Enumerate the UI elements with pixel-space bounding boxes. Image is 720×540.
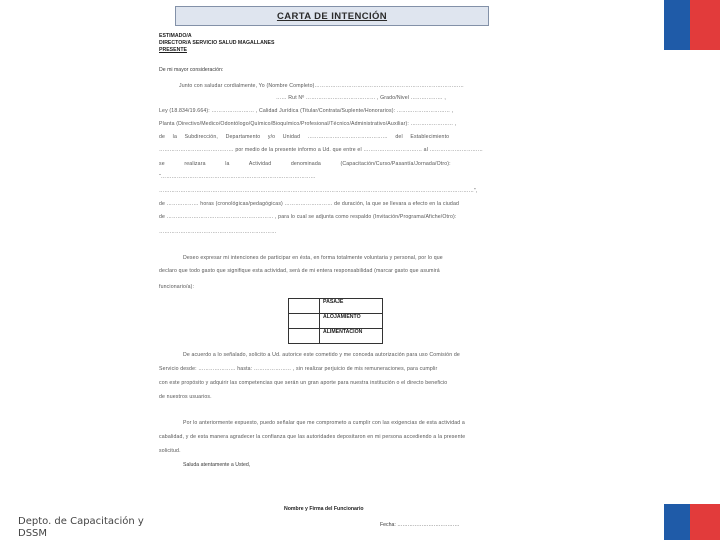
body-line: Servicio desde: ………………… hasta: ………………… , sin realizar perjuicio de mis remuneraciones, para cumplir xyxy=(159,366,438,372)
flag-red-band xyxy=(690,0,720,50)
body-line: …… Rut Nº ………………………………… , Grado/Nivel ……………… , xyxy=(276,95,446,101)
body-line: se realizara la Actividad denominada (Capacitación/Curso/Pasantía/Jornada/Otro): xyxy=(159,161,451,167)
body-line: funcionario/a): xyxy=(159,284,195,290)
body-line: De mi mayor consideración: xyxy=(159,67,224,73)
expense-label: PASAJE xyxy=(320,299,383,314)
chile-flag-stripe-top xyxy=(664,0,720,50)
body-line: ……………………………………………………………………………………………………………………………………………………………”, xyxy=(159,188,478,194)
body-line: solicitud. xyxy=(159,448,181,454)
body-line: De acuerdo a lo señalado, solicito a Ud. autorice este cometido y me conceda autorización para uso Comisión de xyxy=(183,352,460,358)
body-line: con este propósito y adquirir las competencias que serán un gran aporte para nuestra institución o el directo beneficio xyxy=(159,380,448,386)
body-line: de la Subdirección, Departamento y/o Unidad ……………………………………… del Establecimiento xyxy=(159,134,450,140)
salutation-line: ESTIMADO/A xyxy=(159,33,192,39)
expense-table xyxy=(288,298,383,344)
table-row xyxy=(289,299,383,314)
checkbox-cell[interactable] xyxy=(289,299,320,314)
body-line: Por lo anteriormente expuesto, puedo señalar que me comprometo a cumplir con las exigencias de esta actividad a xyxy=(183,420,465,426)
expense-label: ALOJAMIENTO xyxy=(320,314,383,329)
footer-line: DSSM xyxy=(18,528,48,539)
body-line: de ……………… horas (cronológicas/pedagógicas) ……………………… de duración, la que se llevara a efecto en la ciudad xyxy=(159,201,460,207)
footer-department xyxy=(18,516,144,540)
body-line: Deseo expresar mi intenciones de participar en ésta, en forma totalmente voluntaria y personal, por lo que xyxy=(183,255,443,261)
expense-label: ALIMENTACION xyxy=(320,329,383,344)
flag-blue-band xyxy=(664,504,690,540)
table-row xyxy=(289,329,383,344)
signature-label: Nombre y Firma del Funcionario xyxy=(284,506,364,512)
salutation-line: DIRECTOR/A SERVICIO SALUD MAGALLANES xyxy=(159,40,275,46)
body-line: Ley (18.834/19.664): …………………… , Calidad Jurídica (Titular/Contrata/Suplente/Honorarios): ………………………… , xyxy=(159,108,454,114)
body-line: ………………………………………………………… xyxy=(159,229,277,235)
body-line: Junto con saludar cordialmente, Yo (Nombre Completo)………………………………………………………………………… xyxy=(179,83,464,89)
footer-line: Depto. de Capacitación y xyxy=(18,516,144,527)
closing-line: Saluda atentamente a Usted, xyxy=(183,462,251,468)
date-line: Fecha: ……………………………… xyxy=(380,522,460,528)
flag-blue-band xyxy=(664,0,690,50)
body-line: Planta (Directivo/Medico/Odontólogo/Químico/Bioquímico/Profesional/Técnico/Administrativo/Auxiliar): …………………… , xyxy=(159,121,457,127)
body-line: de …………………………………………………… , para lo cual se adjunta como respaldo (Invitación/Programa/Afiche/Otro): xyxy=(159,214,457,220)
letter-title-bar xyxy=(175,6,489,26)
body-line: …………………………………… por medio de la presente informo a Ud. que entre el …………………………… al ………………………… xyxy=(159,147,483,153)
checkbox-cell[interactable] xyxy=(289,329,320,344)
flag-red-band xyxy=(690,504,720,540)
body-line: de nuestros usuarios. xyxy=(159,394,212,400)
body-line: declaro que todo gasto que signifique esta actividad, será de mi entera responsabilidad (marcar gasto que asumirá xyxy=(159,268,440,274)
letter-title: CARTA DE INTENCIÓN xyxy=(276,10,388,22)
chile-flag-stripe-bottom xyxy=(664,504,720,540)
salutation-line: PRESENTE xyxy=(159,47,187,53)
body-line: “…………………………………………………………………………… xyxy=(159,174,316,180)
body-line: cabalidad, y de esta manera agradecer la confianza que las autoridades depositaron en mi persona accediendo a la presente xyxy=(159,434,466,440)
table-row xyxy=(289,314,383,329)
letter-document xyxy=(150,0,522,528)
checkbox-cell[interactable] xyxy=(289,314,320,329)
